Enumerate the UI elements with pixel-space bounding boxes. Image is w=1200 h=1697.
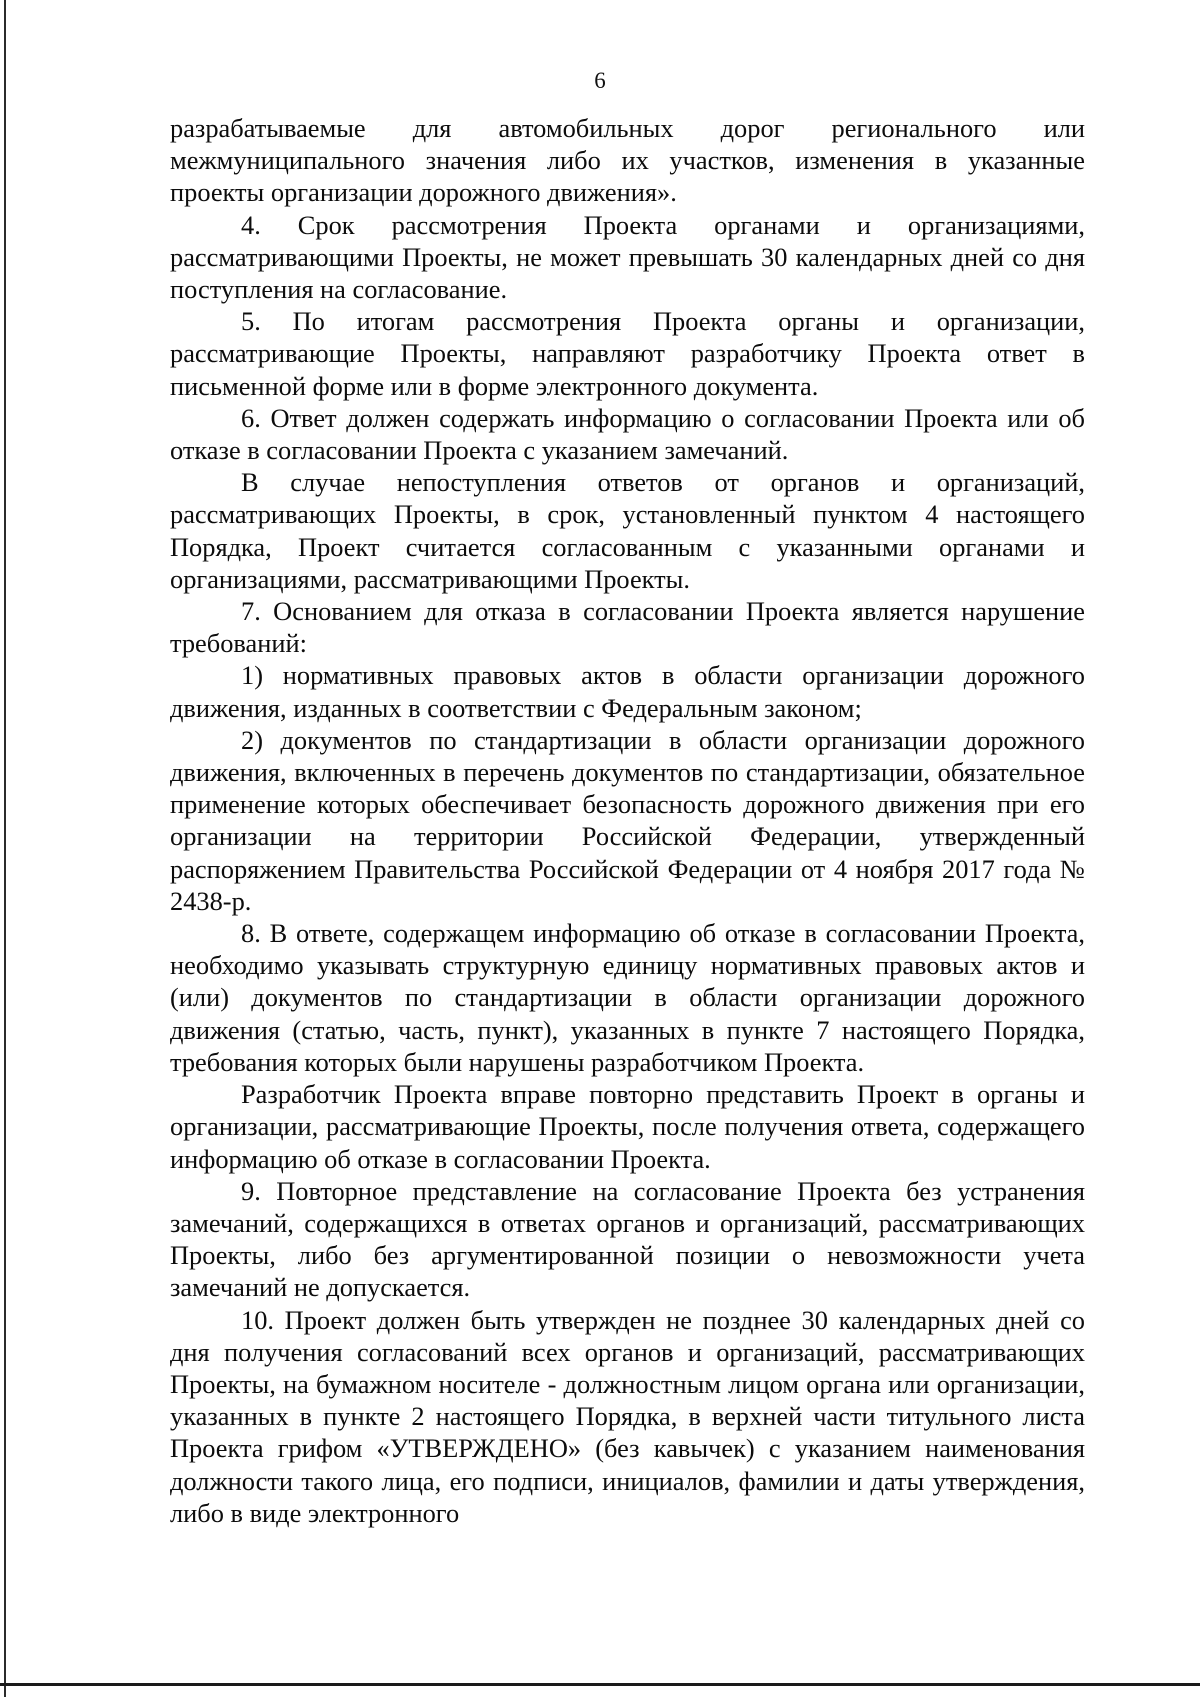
paragraph-item-7: 7. Основанием для отказа в согласовании Проекта является нарушение требований: xyxy=(170,596,1085,659)
document-body xyxy=(170,112,1085,1529)
paragraph-item-10: 10. Проект должен быть утвержден не позднее 30 календарных дней со дня получения согласований всех органов и организаций, рассматривающих Проекты, на бумажном носителе - должностным лицом органа или организации, указанных в пункте 2 настоящего Порядка, в верхней части титульного листа Проекта грифом «УТВЕРЖДЕНО» (без кавычек) с указанием наименования должности такого лица, его подписи, инициалов, фамилии и даты утверждения, либо в виде электронного xyxy=(170,1304,1085,1528)
paragraph-item-4: 4. Срок рассмотрения Проекта органами и организациями, рассматривающими Проекты, не может превышать 30 календарных дней со дня поступления на согласование. xyxy=(170,209,1085,305)
page-number: 6 xyxy=(594,68,606,93)
paragraph-item-9: 9. Повторное представление на согласование Проекта без устранения замечаний, содержащихся в ответах органов и организаций, рассматривающих Проекты, либо без аргументированной позиции о невозможности учета замечаний не допускается. xyxy=(170,1175,1085,1303)
paragraph-item-6-no-response: В случае непоступления ответов от органов и организаций, рассматривающих Проекты, в срок, установленный пунктом 4 настоящего Порядка, Проект считается согласованным с указанными органами и организациями, рассматривающими Проекты. xyxy=(170,467,1085,594)
paragraph-item-6: 6. Ответ должен содержать информацию о согласовании Проекта или об отказе в согласовании Проекта с указанием замечаний. xyxy=(170,402,1085,466)
scan-edge-left-line xyxy=(4,0,6,1697)
paragraph-item-8-resubmission: Разработчик Проекта вправе повторно представить Проект в органы и организации, рассматривающие Проекты, после получения ответа, содержащего информацию об отказе в согласовании Проекта. xyxy=(170,1079,1085,1174)
paragraph-item-7-sub-1: 1) нормативных правовых актов в области организации дорожного движения, изданных в соответствии с Федеральным законом; xyxy=(170,660,1085,723)
paragraph-item-8: 8. В ответе, содержащем информацию об отказе в согласовании Проекта, необходимо указывать структурную единицу нормативных правовых актов и (или) документов по стандартизации в области организации дорожного движения (статью, часть, пункт), указанных в пункте 7 настоящего Порядка, требования которых были нарушены разработчиком Проекта. xyxy=(170,918,1085,1077)
scan-edge-bottom-line xyxy=(0,1683,1200,1686)
paragraph-item-7-sub-2: 2) документов по стандартизации в области организации дорожного движения, включенных в перечень документов по стандартизации, обязательное применение которых обеспечивает безопасность дорожного движения при его организации на территории Российской Федерации, утвержденный распоряжением Правительства Российской Федерации от 4 ноября 2017 года № 2438-р. xyxy=(170,724,1085,916)
paragraph-item-5: 5. По итогам рассмотрения Проекта органы и организации, рассматривающие Проекты, направляют разработчику Проекта ответ в письменной форме или в форме электронного документа. xyxy=(170,306,1085,401)
paragraph-continuation: разрабатываемые для автомобильных дорог регионального или межмуниципального значения либо их участков, изменения в указанные проекты организации дорожного движения». xyxy=(170,113,1085,208)
